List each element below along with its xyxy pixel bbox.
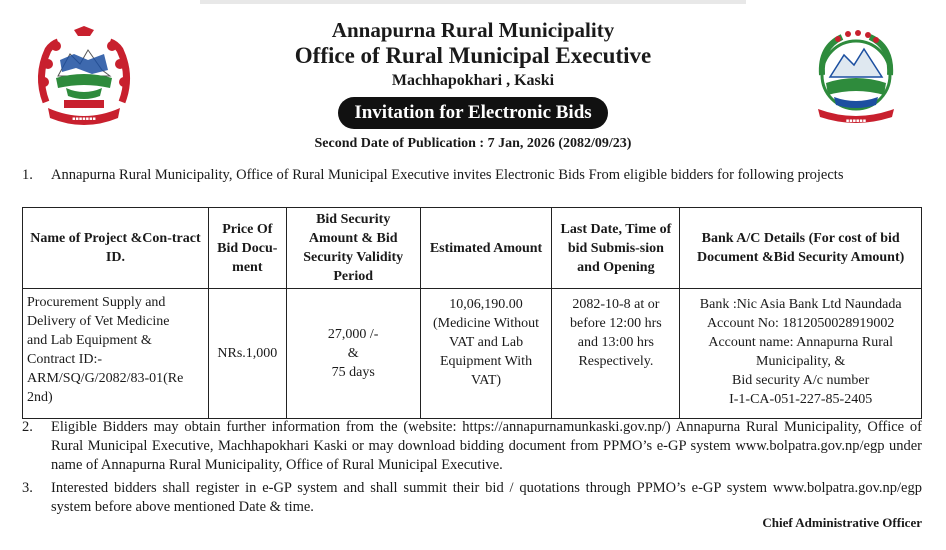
cell-line: (Medicine Without [432, 316, 540, 331]
cell-line: 27,000 /- [327, 327, 379, 342]
svg-text:▪▪▪▪▪▪▪: ▪▪▪▪▪▪▪ [72, 116, 96, 122]
cell-line: Equipment With [439, 354, 533, 369]
bid-table [22, 207, 922, 419]
cell-line: Bank :Nic Asia Bank Ltd Naundada [699, 297, 902, 312]
point-3 [22, 479, 922, 517]
cell-estimate [420, 289, 552, 419]
cell-project [23, 289, 209, 419]
cell-line: VAT) [470, 373, 502, 388]
signature-title: Chief Administrative Officer [762, 515, 922, 530]
col-header-bank: Bank A/C Details (For cost of bid Document &Bid Security Amount) [680, 208, 922, 289]
cell-line: and 13:00 hrs [577, 335, 654, 350]
cell-line: ARM/SQ/G/2082/83-01(Re [27, 371, 184, 386]
svg-text:▪▪▪▪▪▪: ▪▪▪▪▪▪ [845, 118, 867, 124]
cell-line: Contract ID:- [27, 352, 103, 367]
point-text: Eligible Bidders may obtain further information from the (website: https://annapurnamunkaski.gov.np/) Annapurna Rural Municipality, Office of Rural Municipal Executive, Machhapokhari Kaski or may download bidding document from PPMO’s e-GP system www.bolpatra.gov.np/egp under name of Annapurna Rural Municipality, Office of Rural Municipal Executive. [51, 419, 922, 473]
cell-line: Bid security A/c number [732, 373, 870, 388]
cell-line: VAT and Lab [448, 335, 524, 350]
point-1 [22, 166, 922, 185]
col-header-deadline: Last Date, Time of bid Submis-sion and Opening [552, 208, 680, 289]
point-number: 1. [22, 167, 33, 183]
cell-line: 10,06,190.00 [449, 297, 523, 312]
cell-security [286, 289, 420, 419]
point-2 [22, 418, 922, 475]
municipality-name: Annapurna Rural Municipality [331, 18, 615, 42]
cell-line: Municipality, & [756, 354, 846, 369]
cell-deadline [552, 289, 680, 419]
point-number: 3. [22, 480, 33, 496]
cell-price: NRs.1,000 [208, 289, 286, 419]
col-header-project: Name of Project &Con-tract ID. [23, 208, 209, 289]
point-text: Annapurna Rural Municipality, Office of Rural Municipal Executive invites Electronic Bids From eligible bidders for following projects [51, 167, 844, 183]
col-header-estimate: Estimated Amount [420, 208, 552, 289]
cell-line: 2nd) [27, 390, 53, 405]
cell-line: Respectively. [578, 354, 654, 369]
point-text: Interested bidders shall register in e-GP system and shall summit their bid / quotations through PPMO’s e-GP system www.bolpatra.gov.np/egp system before above mentioned Date & time. [51, 480, 922, 515]
scan-edge [200, 0, 746, 4]
col-header-price: Price Of Bid Docu-ment [208, 208, 286, 289]
cell-line: Procurement Supply and [27, 295, 166, 310]
table-header-row [23, 208, 922, 289]
publication-date: Second Date of Publication : 7 Jan, 2026 (2082/09/23) [314, 136, 632, 151]
cell-bank [680, 289, 922, 419]
notice-header [0, 18, 946, 152]
office-name: Office of Rural Municipal Executive [294, 43, 652, 68]
cell-line: 75 days [331, 365, 375, 380]
office-location: Machhapokhari , Kaski [391, 72, 555, 89]
point-number: 2. [22, 419, 33, 435]
cell-line: and Lab Equipment & [27, 333, 152, 348]
notice-title-banner: Invitation for Electronic Bids [338, 97, 607, 129]
cell-line: before 12:00 hrs [570, 316, 662, 331]
cell-line: I-1-CA-051-227-85-2405 [729, 392, 873, 407]
cell-line: Delivery of Vet Medicine [27, 314, 170, 329]
col-header-security: Bid Security Amount & Bid Security Validity Period [286, 208, 420, 289]
cell-line: & [347, 346, 359, 361]
cell-line: 2082-10-8 at or [572, 297, 660, 312]
cell-line: Account name: Annapurna Rural [708, 335, 893, 350]
cell-line: Account No: 1812050028919002 [706, 316, 895, 331]
table-row [23, 289, 922, 419]
